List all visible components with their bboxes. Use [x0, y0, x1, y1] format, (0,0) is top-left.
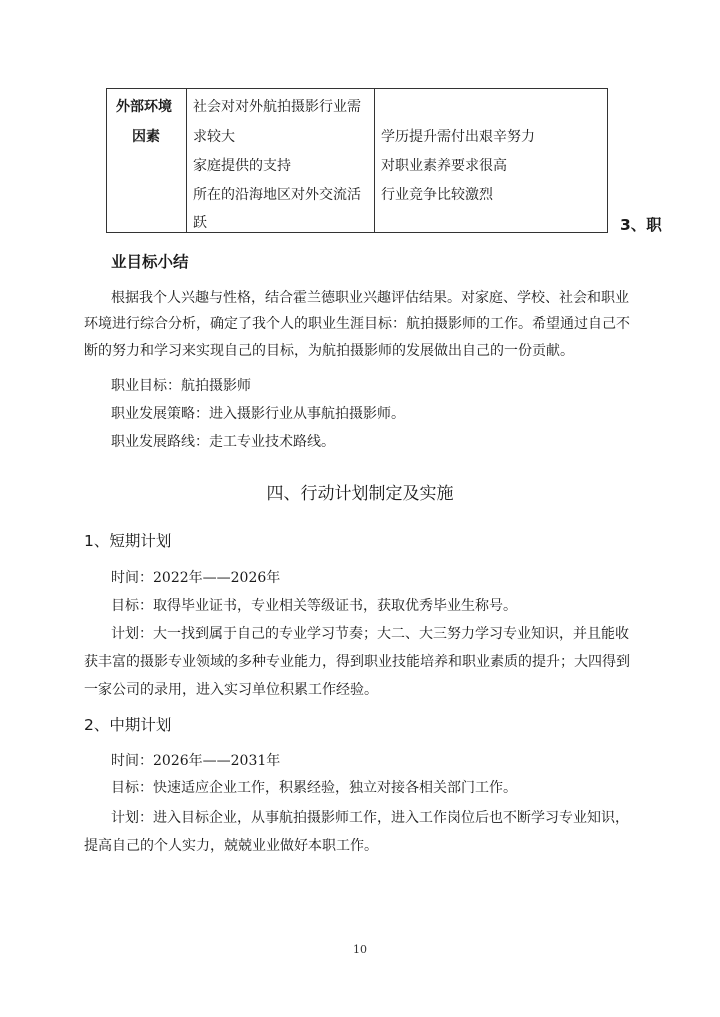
mid-term-heading: 2、中期计划: [84, 716, 172, 734]
career-goal: 职业目标：航拍摄影师: [111, 378, 251, 394]
table-opportunity-line-3: 家庭提供的支持: [193, 158, 291, 174]
section3-title: 业目标小结: [111, 253, 189, 271]
short-term-plan-line-1: 计划：大一找到属于自己的专业学习节奏；大二、大三努力学习专业知识，并且能收: [111, 626, 629, 642]
table-opportunity-line-1: 社会对对外航拍摄影行业需: [193, 99, 361, 115]
table-threat-line-3: 行业竞争比较激烈: [381, 187, 493, 203]
short-term-time: 时间：2022年——2026年: [111, 570, 281, 586]
mid-term-plan-line-1: 计划：进入目标企业，从事航拍摄影师工作，进入工作岗位后也不断学习专业知识，: [111, 810, 629, 826]
mid-term-time: 时间：2026年——2031年: [111, 753, 281, 769]
section3-paragraph-line-2: 环境进行综合分析，确定了我个人的职业生涯目标：航拍摄影师的工作。希望通过自己不: [84, 316, 630, 332]
section3-paragraph-line-1: 根据我个人兴趣与性格，结合霍兰德职业兴趣评估结果。对家庭、学校、社会和职业: [111, 290, 629, 306]
section3-number: 3、职: [620, 216, 662, 234]
table-left-border: [106, 88, 107, 233]
table-bottom-border: [106, 232, 608, 233]
table-opportunity-line-2: 求较大: [193, 129, 235, 145]
short-term-heading: 1、短期计划: [84, 532, 172, 550]
table-divider-1: [186, 88, 187, 233]
table-threat-line-2: 对职业素养要求很高: [381, 158, 507, 174]
career-path: 职业发展路线：走工专业技术路线。: [111, 434, 335, 450]
table-right-border: [607, 88, 608, 233]
table-top-border: [106, 88, 608, 89]
table-threat-line-1: 学历提升需付出艰辛努力: [381, 129, 535, 145]
table-opportunity-line-5: 跃: [193, 215, 207, 231]
mid-term-plan-line-2: 提高自己的个人实力，兢兢业业做好本职工作。: [84, 838, 378, 854]
short-term-plan-line-3: 一家公司的录用，进入实习单位积累工作经验。: [84, 682, 378, 698]
short-term-goal: 目标：取得毕业证书，专业相关等级证书，获取优秀毕业生称号。: [111, 598, 517, 614]
table-divider-2: [374, 88, 375, 233]
career-strategy: 职业发展策略：进入摄影行业从事航拍摄影师。: [111, 406, 405, 422]
short-term-plan-line-2: 获丰富的摄影专业领域的多种专业能力，得到职业技能培养和职业素质的提升；大四得到: [84, 654, 630, 670]
chapter4-title: 四、行动计划制定及实施: [266, 484, 454, 504]
mid-term-goal: 目标：快速适应企业工作，积累经验，独立对接各相关部门工作。: [111, 780, 517, 796]
page-number: 10: [353, 943, 367, 956]
table-opportunity-line-4: 所在的沿海地区对外交流活: [193, 187, 361, 203]
section3-paragraph-line-3: 断的努力和学习来实现自己的目标，为航拍摄影师的发展做出自己的一份贡献。: [84, 343, 574, 359]
table-label-line-1: 外部环境: [116, 99, 172, 115]
table-label-line-2: 因素: [132, 129, 160, 145]
